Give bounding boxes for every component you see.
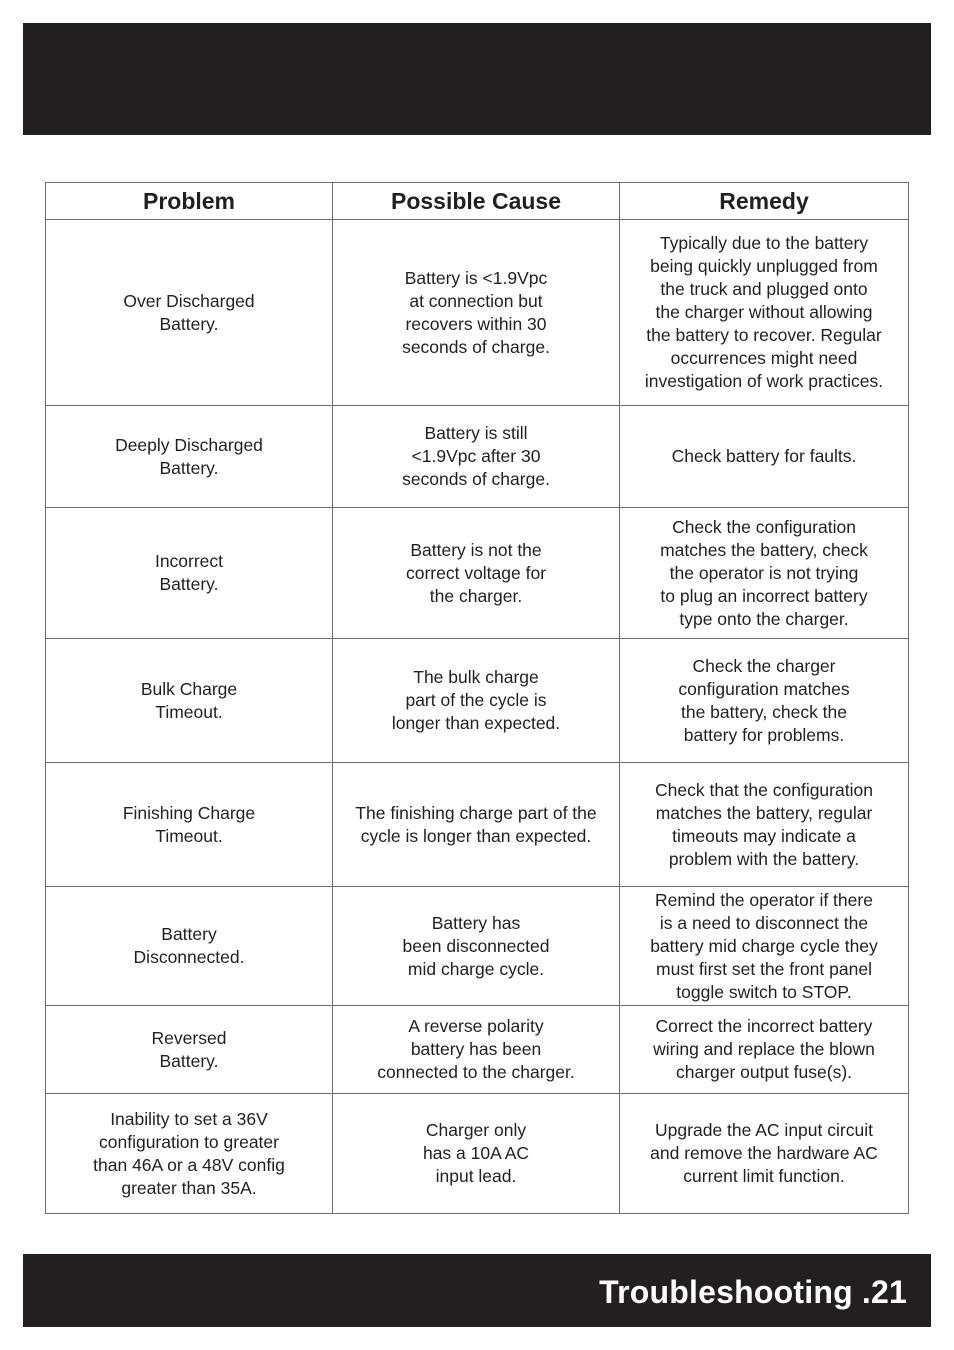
cause-cell: The finishing charge part of the cycle is longer than expected.	[333, 763, 620, 887]
troubleshooting-table	[45, 182, 909, 1214]
problem-cell: Bulk Charge Timeout.	[46, 639, 333, 763]
header-problem: Problem	[46, 183, 333, 220]
problem-cell: Deeply Discharged Battery.	[46, 406, 333, 508]
header-bar	[23, 23, 931, 135]
cause-cell: A reverse polarity battery has been connected to the charger.	[333, 1006, 620, 1094]
cause-cell: Battery is <1.9Vpc at connection but recovers within 30 seconds of charge.	[333, 220, 620, 406]
page-title: Troubleshooting .21	[599, 1274, 907, 1310]
header-possible-cause: Possible Cause	[333, 183, 620, 220]
cause-cell: Battery is not the correct voltage for the charger.	[333, 508, 620, 639]
remedy-cell: Check battery for faults.	[620, 406, 909, 508]
problem-cell: Battery Disconnected.	[46, 887, 333, 1006]
problem-cell: Reversed Battery.	[46, 1006, 333, 1094]
table-row	[46, 763, 909, 887]
problem-cell: Incorrect Battery.	[46, 508, 333, 639]
problem-cell: Over Discharged Battery.	[46, 220, 333, 406]
table-row	[46, 220, 909, 406]
remedy-cell: Check that the configuration matches the battery, regular timeouts may indicate a problem with the battery.	[620, 763, 909, 887]
cause-cell: Battery has been disconnected mid charge cycle.	[333, 887, 620, 1006]
remedy-cell: Check the configuration matches the battery, check the operator is not trying to plug an incorrect battery type onto the charger.	[620, 508, 909, 639]
table-row	[46, 639, 909, 763]
table-row	[46, 887, 909, 1006]
table-row	[46, 1094, 909, 1214]
footer-bar	[23, 1254, 931, 1327]
cause-cell: The bulk charge part of the cycle is longer than expected.	[333, 639, 620, 763]
problem-cell: Finishing Charge Timeout.	[46, 763, 333, 887]
cause-cell: Charger only has a 10A AC input lead.	[333, 1094, 620, 1214]
remedy-cell: Remind the operator if there is a need to disconnect the battery mid charge cycle they must first set the front panel toggle switch to STOP.	[620, 887, 909, 1006]
remedy-cell: Typically due to the battery being quickly unplugged from the truck and plugged onto the charger without allowing the battery to recover. Regular occurrences might need investigation of work practices.	[620, 220, 909, 406]
remedy-cell: Correct the incorrect battery wiring and replace the blown charger output fuse(s).	[620, 1006, 909, 1094]
cause-cell: Battery is still <1.9Vpc after 30 seconds of charge.	[333, 406, 620, 508]
header-remedy: Remedy	[620, 183, 909, 220]
table-row	[46, 1006, 909, 1094]
table-row	[46, 508, 909, 639]
remedy-cell: Check the charger configuration matches the battery, check the battery for problems.	[620, 639, 909, 763]
problem-cell: Inability to set a 36V configuration to greater than 46A or a 48V config greater than 35A.	[46, 1094, 333, 1214]
table-row	[46, 406, 909, 508]
table-header-row	[46, 183, 909, 220]
remedy-cell: Upgrade the AC input circuit and remove the hardware AC current limit function.	[620, 1094, 909, 1214]
